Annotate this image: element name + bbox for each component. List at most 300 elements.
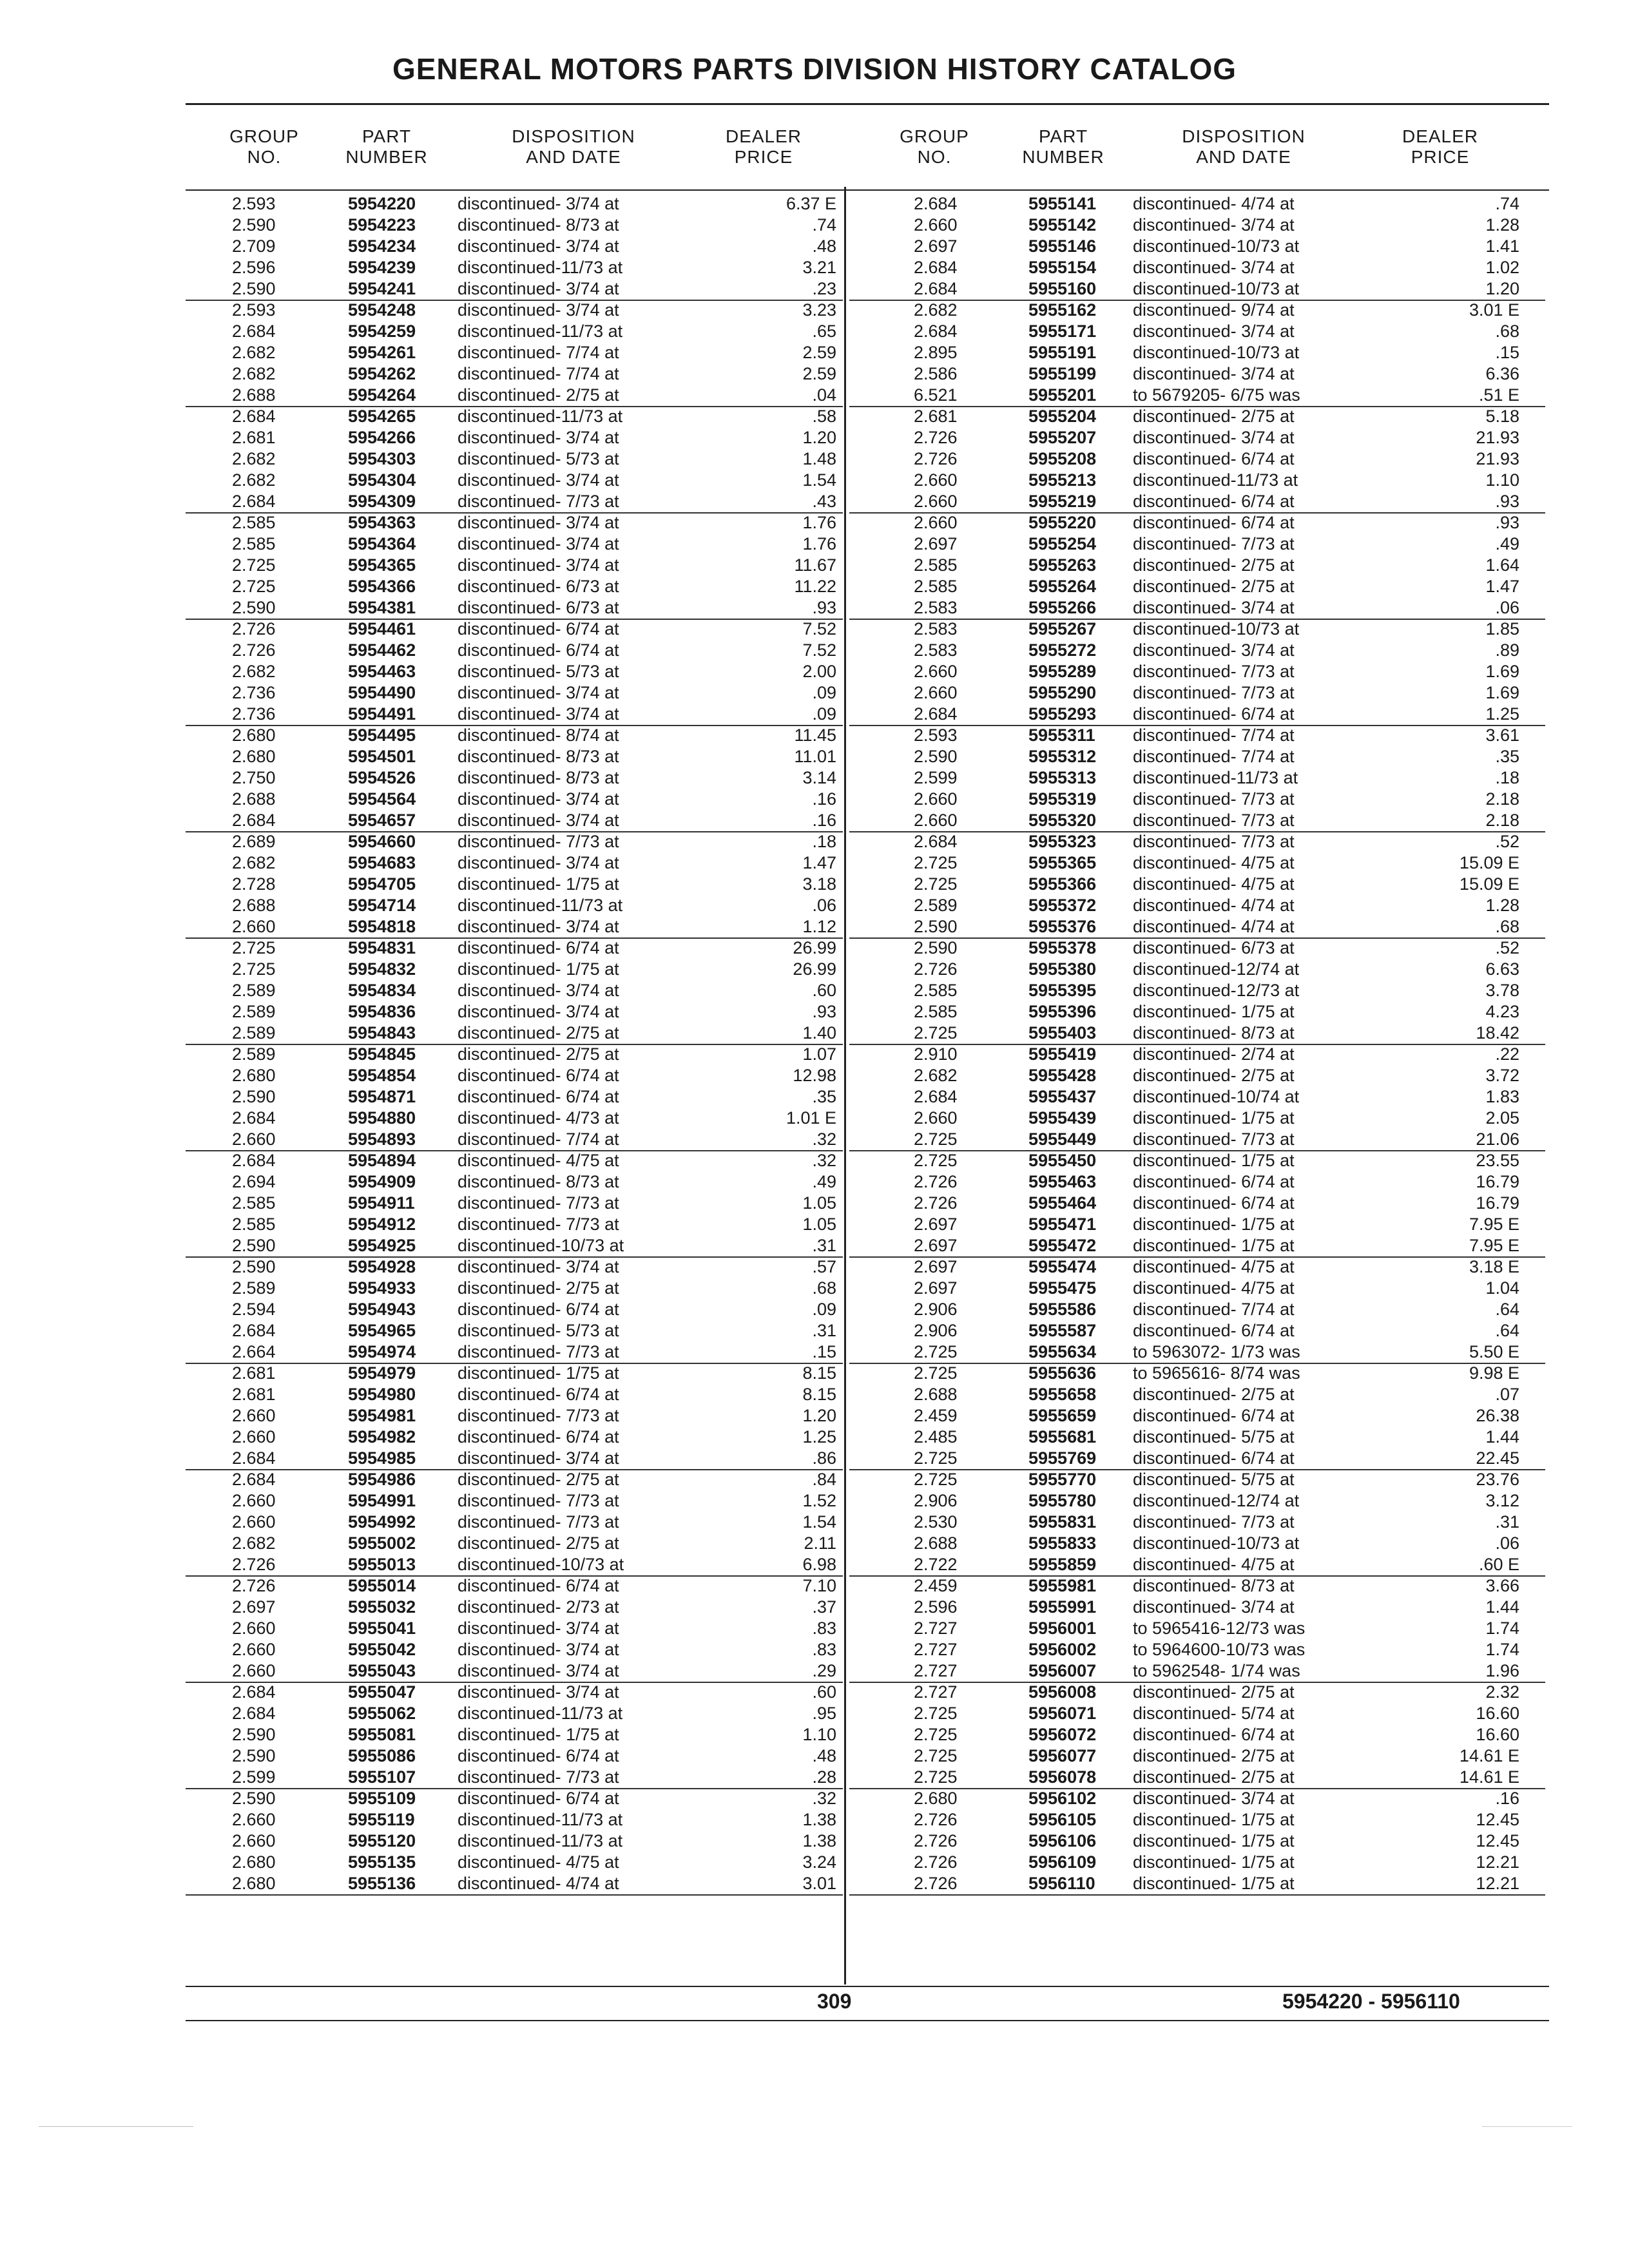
table-row <box>186 916 843 939</box>
group-number: 6.521 <box>914 385 958 405</box>
table-row <box>849 1703 1545 1724</box>
table-row <box>849 1682 1545 1703</box>
group-number: 2.589 <box>232 1023 276 1043</box>
disposition: discontinued- 2/73 at <box>458 1597 619 1617</box>
group-number: 2.725 <box>914 1470 958 1489</box>
table-row <box>849 682 1545 704</box>
disposition: to 5965616- 8/74 was <box>1133 1363 1300 1383</box>
group-number: 2.585 <box>914 1002 958 1021</box>
table-row <box>849 215 1545 236</box>
table-row <box>186 278 843 301</box>
group-number: 2.728 <box>232 874 276 894</box>
group-number: 2.750 <box>232 768 276 787</box>
part-number: 5955014 <box>348 1576 416 1595</box>
disposition: discontinued- 4/74 at <box>1133 896 1295 915</box>
disposition: discontinued- 1/75 at <box>1133 1002 1295 1021</box>
disposition: discontinued- 7/74 at <box>458 1129 619 1149</box>
part-number: 5955991 <box>1028 1597 1097 1617</box>
table-row <box>849 1171 1545 1193</box>
part-number: 5955396 <box>1028 1002 1097 1021</box>
dealer-price: 16.79 <box>1476 1193 1519 1213</box>
group-number: 2.697 <box>914 1215 958 1234</box>
table-row <box>186 789 843 810</box>
dealer-price: 11.01 <box>794 747 836 766</box>
group-number: 2.684 <box>232 1470 276 1489</box>
disposition: discontinued- 3/74 at <box>1133 1597 1295 1617</box>
dealer-price: 1.96 <box>1485 1661 1519 1680</box>
disposition: discontinued- 3/74 at <box>458 470 619 490</box>
table-row <box>849 1363 1545 1384</box>
disposition: discontinued-11/73 at <box>458 1704 623 1723</box>
part-range: 5954220 - 5956110 <box>1282 1990 1460 2013</box>
group-number: 2.726 <box>914 1874 958 1893</box>
group-number: 2.725 <box>914 1129 958 1149</box>
part-number: 5956105 <box>1028 1810 1097 1829</box>
dealer-price: 21.93 <box>1476 449 1519 468</box>
table-row <box>849 1299 1545 1320</box>
disposition: discontinued- 2/75 at <box>458 1470 619 1489</box>
dealer-price: 3.66 <box>1485 1576 1519 1595</box>
part-number: 5955135 <box>348 1852 416 1872</box>
part-number: 5954854 <box>348 1066 416 1085</box>
part-number: 5954239 <box>348 258 416 277</box>
dealer-price: 1.20 <box>1485 279 1519 298</box>
group-number: 2.697 <box>232 1597 276 1617</box>
dealer-price: 4.23 <box>1485 1002 1519 1021</box>
dealer-price: 1.44 <box>1485 1597 1519 1617</box>
group-number: 2.684 <box>914 1087 958 1106</box>
disposition: discontinued- 2/75 at <box>458 1278 619 1298</box>
dealer-price: .32 <box>812 1151 836 1170</box>
table-row <box>849 852 1545 874</box>
part-number: 5955376 <box>1028 917 1097 936</box>
group-number: 2.459 <box>914 1406 958 1425</box>
dealer-price: 3.78 <box>1485 981 1519 1000</box>
part-number: 5954564 <box>348 789 416 809</box>
table-row <box>849 257 1545 278</box>
group-number: 2.697 <box>914 534 958 553</box>
disposition: discontinued- 3/74 at <box>1133 598 1295 617</box>
dealer-price: 7.52 <box>802 619 836 639</box>
dealer-price: 2.05 <box>1485 1108 1519 1128</box>
left-header-group: GROUP NO. <box>229 126 299 167</box>
group-number: 2.680 <box>232 1852 276 1872</box>
table-row <box>849 576 1545 597</box>
table-row <box>849 1490 1545 1512</box>
group-number: 2.585 <box>914 577 958 596</box>
disposition: discontinued- 7/74 at <box>458 364 619 383</box>
table-row <box>186 1490 843 1512</box>
dealer-price: .57 <box>812 1257 836 1276</box>
dealer-price: 1.85 <box>1485 619 1519 639</box>
dealer-price: 22.45 <box>1476 1448 1519 1468</box>
disposition: discontinued- 4/75 at <box>1133 853 1295 872</box>
dealer-price: .31 <box>812 1236 836 1255</box>
group-number: 2.589 <box>232 1278 276 1298</box>
group-number: 2.599 <box>914 768 958 787</box>
group-number: 2.681 <box>232 1385 276 1404</box>
part-number: 5955289 <box>1028 662 1097 681</box>
dealer-price: .74 <box>1495 194 1519 213</box>
part-number: 5954304 <box>348 470 416 490</box>
part-number: 5954943 <box>348 1300 416 1319</box>
part-number: 5954491 <box>348 704 416 724</box>
group-number: 2.586 <box>914 364 958 383</box>
group-number: 2.590 <box>232 1725 276 1744</box>
disposition: discontinued- 6/74 at <box>458 1385 619 1404</box>
group-number: 2.590 <box>914 938 958 957</box>
group-number: 2.725 <box>232 959 276 979</box>
part-number: 5954248 <box>348 300 416 320</box>
group-number: 2.684 <box>914 704 958 724</box>
center-divider <box>844 187 846 1984</box>
part-number: 5954223 <box>348 215 416 235</box>
disposition: discontinued- 6/74 at <box>458 1789 619 1808</box>
group-number: 2.660 <box>232 1810 276 1829</box>
disposition: discontinued- 4/75 at <box>458 1852 619 1872</box>
group-number: 2.684 <box>914 194 958 213</box>
group-number: 2.585 <box>232 1193 276 1213</box>
part-number: 5955041 <box>348 1619 416 1638</box>
table-row <box>186 682 843 704</box>
dealer-price: 1.64 <box>1485 555 1519 575</box>
part-number: 5955380 <box>1028 959 1097 979</box>
disposition: discontinued- 6/74 at <box>1133 1321 1295 1340</box>
disposition: discontinued- 1/75 at <box>1133 1874 1295 1893</box>
group-number: 2.906 <box>914 1491 958 1510</box>
dealer-price: 11.45 <box>794 726 836 745</box>
dealer-price: .29 <box>812 1661 836 1680</box>
dealer-price: 1.12 <box>802 917 836 936</box>
disposition: discontinued- 5/74 at <box>1133 1704 1295 1723</box>
group-number: 2.684 <box>232 1704 276 1723</box>
table-row <box>849 1873 1545 1896</box>
table-row <box>849 1065 1545 1086</box>
dealer-price: 6.98 <box>802 1555 836 1574</box>
disposition: discontinued- 3/74 at <box>458 981 619 1000</box>
part-number: 5955191 <box>1028 343 1097 362</box>
disposition: discontinued- 2/75 at <box>1133 1682 1295 1702</box>
group-number: 2.660 <box>232 1831 276 1850</box>
group-number: 2.589 <box>232 1044 276 1064</box>
disposition: discontinued- 4/74 at <box>1133 194 1295 213</box>
disposition: discontinued- 4/75 at <box>458 1151 619 1170</box>
table-row <box>186 427 843 448</box>
group-number: 2.689 <box>232 832 276 851</box>
disposition: discontinued- 6/74 at <box>1133 1193 1295 1213</box>
part-number: 5955439 <box>1028 1108 1097 1128</box>
group-number: 2.680 <box>232 1874 276 1893</box>
disposition: discontinued- 3/74 at <box>458 1619 619 1638</box>
table-row <box>186 215 843 236</box>
dealer-price: 16.79 <box>1476 1172 1519 1191</box>
table-row <box>849 1809 1545 1831</box>
disposition: to 5964600-10/73 was <box>1133 1640 1306 1659</box>
group-number: 2.680 <box>232 747 276 766</box>
table-row <box>849 980 1545 1001</box>
table-row <box>186 193 843 215</box>
table-row <box>849 1554 1545 1577</box>
dealer-price: 1.25 <box>802 1427 836 1446</box>
disposition: discontinued- 3/74 at <box>458 236 619 256</box>
group-number: 2.589 <box>914 896 958 915</box>
bottom-rule <box>186 1986 1549 1987</box>
table-row <box>849 1533 1545 1554</box>
group-number: 2.585 <box>232 1215 276 1234</box>
group-number: 2.684 <box>232 407 276 426</box>
right-header-price: DEALER PRICE <box>1402 126 1479 167</box>
part-number: 5955372 <box>1028 896 1097 915</box>
disposition: discontinued- 1/75 at <box>1133 1215 1295 1234</box>
part-number: 5954982 <box>348 1427 416 1446</box>
group-number: 2.596 <box>232 258 276 277</box>
group-number: 2.684 <box>232 1108 276 1128</box>
disposition: discontinued- 1/75 at <box>1133 1852 1295 1872</box>
disposition: to 5965416-12/73 was <box>1133 1619 1306 1638</box>
dealer-price: .16 <box>1495 1789 1519 1808</box>
part-number: 5955081 <box>348 1725 416 1744</box>
table-row <box>186 1660 843 1683</box>
table-row <box>186 385 843 407</box>
disposition: discontinued- 3/74 at <box>458 1661 619 1680</box>
table-row <box>186 1724 843 1745</box>
dealer-price: .06 <box>1495 1533 1519 1553</box>
group-number: 2.585 <box>232 513 276 532</box>
table-row <box>849 1193 1545 1214</box>
group-number: 2.684 <box>232 322 276 341</box>
table-row <box>849 1044 1545 1065</box>
group-number: 2.680 <box>232 726 276 745</box>
part-number: 5954241 <box>348 279 416 298</box>
part-number: 5955254 <box>1028 534 1097 553</box>
part-number: 5954461 <box>348 619 416 639</box>
group-number: 2.688 <box>232 385 276 405</box>
group-number: 2.726 <box>914 449 958 468</box>
part-number: 5954462 <box>348 640 416 660</box>
table-row <box>849 810 1545 832</box>
disposition: discontinued- 2/75 at <box>1133 407 1295 426</box>
group-number: 2.594 <box>232 1300 276 1319</box>
part-number: 5954234 <box>348 236 416 256</box>
dealer-price: 23.55 <box>1476 1151 1519 1170</box>
disposition: discontinued- 3/74 at <box>458 1640 619 1659</box>
dealer-price: 1.54 <box>802 470 836 490</box>
table-row <box>186 470 843 491</box>
part-number: 5955042 <box>348 1640 416 1659</box>
dealer-price: .83 <box>812 1619 836 1638</box>
dealer-price: 11.22 <box>794 577 836 596</box>
part-number: 5954364 <box>348 534 416 553</box>
dealer-price: 3.14 <box>802 768 836 787</box>
dealer-price: 1.28 <box>1485 215 1519 235</box>
disposition: discontinued- 1/75 at <box>458 1725 619 1744</box>
table-row <box>849 363 1545 385</box>
table-row <box>849 597 1545 620</box>
dealer-price: 9.98 E <box>1469 1363 1519 1383</box>
dealer-price: 6.36 <box>1485 364 1519 383</box>
table-row <box>186 1448 843 1470</box>
group-number: 2.906 <box>914 1321 958 1340</box>
table-row <box>849 193 1545 215</box>
group-number: 2.590 <box>232 279 276 298</box>
disposition: discontinued- 5/73 at <box>458 449 619 468</box>
part-number: 5954303 <box>348 449 416 468</box>
part-number: 5954912 <box>348 1215 416 1234</box>
table-row <box>849 1150 1545 1171</box>
group-number: 2.680 <box>914 1789 958 1808</box>
dealer-price: 1.48 <box>802 449 836 468</box>
part-number: 5954834 <box>348 981 416 1000</box>
group-number: 2.727 <box>914 1661 958 1680</box>
header-rule <box>186 189 1549 191</box>
disposition: discontinued- 8/73 at <box>458 215 619 235</box>
table-row <box>849 385 1545 407</box>
group-number: 2.485 <box>914 1427 958 1446</box>
part-number: 5954526 <box>348 768 416 787</box>
table-row <box>849 1427 1545 1448</box>
disposition: discontinued- 6/74 at <box>1133 704 1295 724</box>
dealer-price: .06 <box>1495 598 1519 617</box>
table-row <box>849 1597 1545 1618</box>
group-number: 2.684 <box>914 279 958 298</box>
table-row <box>849 746 1545 767</box>
table-row <box>849 1214 1545 1235</box>
table-row <box>849 300 1545 321</box>
dealer-price: .09 <box>812 683 836 702</box>
table-row <box>849 874 1545 895</box>
left-header-disposition: DISPOSITION AND DATE <box>512 126 635 167</box>
group-number: 2.660 <box>232 1427 276 1446</box>
disposition: discontinued- 5/73 at <box>458 1321 619 1340</box>
group-number: 2.680 <box>232 1066 276 1085</box>
part-number: 5954366 <box>348 577 416 596</box>
disposition: discontinued- 1/75 at <box>1133 1810 1295 1829</box>
dealer-price: .60 <box>812 981 836 1000</box>
scan-mark-right <box>1482 2126 1572 2127</box>
disposition: discontinued-11/73 at <box>458 1810 623 1829</box>
part-number: 5955207 <box>1028 428 1097 447</box>
group-number: 2.726 <box>914 1172 958 1191</box>
dealer-price: 7.95 E <box>1469 1215 1519 1234</box>
part-number: 5955220 <box>1028 513 1097 532</box>
part-number: 5955658 <box>1028 1385 1097 1404</box>
dealer-price: 1.47 <box>1485 577 1519 596</box>
group-number: 2.681 <box>914 407 958 426</box>
group-number: 2.688 <box>232 896 276 915</box>
table-row <box>186 1193 843 1214</box>
part-number: 5954363 <box>348 513 416 532</box>
disposition: discontinued- 2/75 at <box>1133 555 1295 575</box>
disposition: discontinued- 7/74 at <box>1133 747 1295 766</box>
group-number: 2.726 <box>914 1810 958 1829</box>
group-number: 2.697 <box>914 1257 958 1276</box>
disposition: discontinued-11/73 at <box>1133 768 1298 787</box>
part-number: 5955365 <box>1028 853 1097 872</box>
table-row <box>849 491 1545 514</box>
dealer-price: .52 <box>1495 832 1519 851</box>
table-row <box>186 1341 843 1364</box>
part-number: 5955160 <box>1028 279 1097 298</box>
part-number: 5954981 <box>348 1406 416 1425</box>
disposition: discontinued- 6/74 at <box>458 1576 619 1595</box>
dealer-price: 8.15 <box>802 1363 836 1383</box>
table-row <box>186 1873 843 1896</box>
disposition: discontinued- 6/73 at <box>458 598 619 617</box>
dealer-price: 21.06 <box>1476 1129 1519 1149</box>
part-number: 5955120 <box>348 1831 416 1850</box>
part-number: 5956109 <box>1028 1852 1097 1872</box>
disposition: discontinued- 6/74 at <box>458 938 619 957</box>
dealer-price: 3.12 <box>1485 1491 1519 1510</box>
group-number: 2.726 <box>232 619 276 639</box>
part-number: 5956102 <box>1028 1789 1097 1808</box>
table-row <box>849 1384 1545 1405</box>
disposition: discontinued- 2/75 at <box>1133 1746 1295 1765</box>
group-number: 2.660 <box>914 470 958 490</box>
dealer-price: 3.01 E <box>1469 300 1519 320</box>
disposition: discontinued- 7/73 at <box>1133 1129 1295 1149</box>
group-number: 2.585 <box>914 555 958 575</box>
table-row <box>186 236 843 257</box>
disposition: discontinued- 3/74 at <box>458 1448 619 1468</box>
part-number: 5955780 <box>1028 1491 1097 1510</box>
dealer-price: 2.32 <box>1485 1682 1519 1702</box>
part-number: 5955831 <box>1028 1512 1097 1532</box>
disposition: discontinued- 6/74 at <box>1133 1406 1295 1425</box>
part-number: 5956078 <box>1028 1767 1097 1787</box>
table-row <box>849 448 1545 470</box>
table-row <box>849 1724 1545 1745</box>
dealer-price: .32 <box>812 1129 836 1149</box>
dealer-price: .37 <box>812 1597 836 1617</box>
table-row <box>849 959 1545 980</box>
disposition: discontinued-10/73 at <box>1133 279 1300 298</box>
disposition: discontinued- 3/74 at <box>458 853 619 872</box>
group-number: 2.725 <box>914 853 958 872</box>
dealer-price: 3.18 <box>802 874 836 894</box>
table-row <box>186 1299 843 1320</box>
group-number: 2.694 <box>232 1172 276 1191</box>
disposition: discontinued-10/73 at <box>1133 343 1300 362</box>
group-number: 2.725 <box>914 1704 958 1723</box>
group-number: 2.583 <box>914 598 958 617</box>
dealer-price: 6.37 E <box>786 194 836 213</box>
part-number: 5955464 <box>1028 1193 1097 1213</box>
right-header-disposition: DISPOSITION AND DATE <box>1182 126 1306 167</box>
disposition: discontinued- 3/74 at <box>458 683 619 702</box>
group-number: 2.590 <box>232 1789 276 1808</box>
part-number: 5955981 <box>1028 1576 1097 1595</box>
table-row <box>186 1150 843 1171</box>
part-number: 5956077 <box>1028 1746 1097 1765</box>
group-number: 2.660 <box>914 492 958 511</box>
table-row <box>186 1831 843 1852</box>
dealer-price: .31 <box>1495 1512 1519 1532</box>
disposition: discontinued- 3/74 at <box>1133 428 1295 447</box>
disposition: discontinued- 7/73 at <box>458 832 619 851</box>
part-number: 5955323 <box>1028 832 1097 851</box>
dealer-price: .09 <box>812 704 836 724</box>
group-number: 2.726 <box>914 1831 958 1850</box>
dealer-price: .43 <box>812 492 836 511</box>
table-row <box>849 427 1545 448</box>
disposition: discontinued- 3/74 at <box>458 1002 619 1021</box>
table-row <box>849 1278 1545 1299</box>
disposition: discontinued- 6/74 at <box>458 1427 619 1446</box>
table-row <box>186 321 843 342</box>
disposition: discontinued- 8/73 at <box>1133 1023 1295 1043</box>
dealer-price: 1.10 <box>1485 470 1519 490</box>
